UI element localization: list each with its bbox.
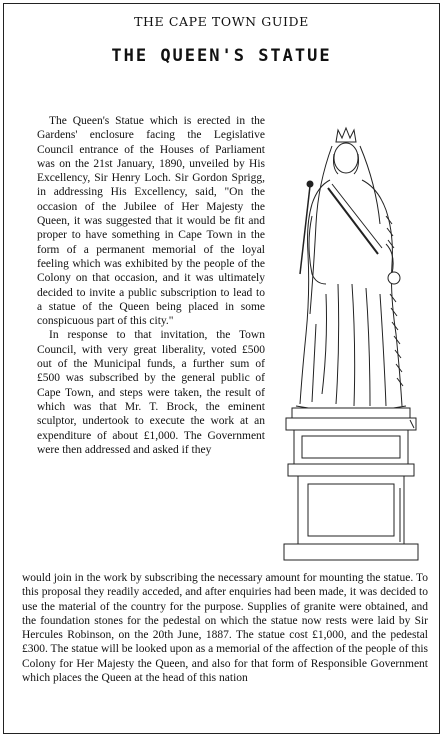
- statue-engraving-icon: [266, 124, 434, 564]
- paragraph: In response to that invitation, the Town Council, with very great liberality, voted £500 out of the Municipal funds, a further sum of £500 was subscribed by the general public of Cape Town, and steps were taken, the result of which was that Mr. T. Brock, the eminent sculptor, undertook to execute the work at an expenditure of about £1,000. The Government were then addressed and asked if they: [37, 329, 265, 456]
- paragraph: The Queen's Statue which is erected in the Gardens' enclosure facing the Legislative Council entrance of the Houses of Parliament was on the 21st January, 1890, unveiled by His Excellency, Sir Henry Loch. Sir Gordon Sprigg, in addressing His Excellency, said, "On the occasion of the Jubilee of Her Majesty the Queen, it was suggested that it would be fit and proper to have something in Cape Town in the form of a permanent memorial of the loyal feeling which was exhibited by the people of the Colony on that occasion, and it was ultimately decided to invite a public subscription to lead to a statue of the Queen being placed in some conspicuous part of this city.": [37, 115, 265, 328]
- running-header: THE CAPE TOWN GUIDE: [134, 14, 309, 29]
- article-column: [37, 114, 265, 457]
- article-continuation: [22, 571, 428, 685]
- paragraph: would join in the work by subscribing the necessary amount for mounting the statue. To this proposal they readily acceded, and after enquiries had been made, it was decided to use the material of the country for the purpose. Supplies of granite were obtained, and the foundation stones for the pedestal on which the statue now rests were laid by Sir Hercules Robinson, on the 20th June, 1887. The statue cost £1,000, and the pedestal £300. The statue will be looked upon as a memorial of the affection of the people of this Colony for Her Majesty the Queen, and also for that form of Responsible Government which places the Queen at the head of this nation: [22, 572, 428, 685]
- page-title: THE QUEEN'S STATUE: [111, 46, 332, 66]
- page-frame: [3, 3, 440, 734]
